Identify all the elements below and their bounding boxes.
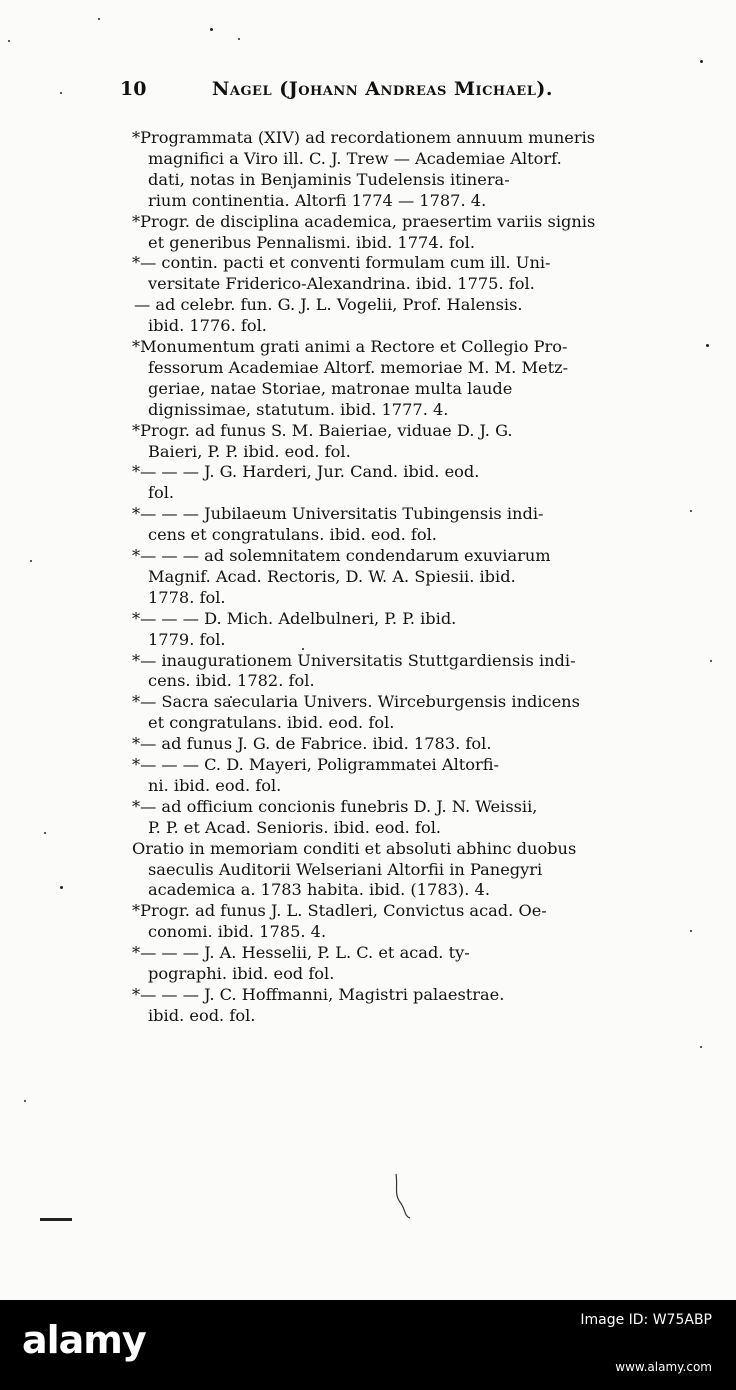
watermark-banner bbox=[0, 1300, 736, 1390]
text-line: *— — — J. G. Harderi, Jur. Cand. ibid. eod. bbox=[132, 462, 480, 482]
text-line: ni. ibid. eod. fol. bbox=[148, 775, 282, 795]
text-line: Baieri, P. P. ibid. eod. fol. bbox=[148, 441, 351, 461]
image-id-label: Image ID: W75ABP bbox=[580, 1312, 712, 1328]
text-line: et generibus Pennalismi. ibid. 1774. fol. bbox=[148, 232, 475, 252]
text-line: *— inaugurationem Universitatis Stuttgardiensis indi- bbox=[132, 650, 576, 670]
text-line: *Programmata (XIV) ad recordationem annuum muneris bbox=[132, 128, 596, 147]
text-line: geriae, natae Storiae, matronae multa laude bbox=[148, 378, 513, 398]
page-edge-mark bbox=[40, 1218, 72, 1221]
text-line: *— contin. pacti et conventi formulam cum ill. Uni- bbox=[132, 253, 551, 273]
text-line: saeculis Auditorii Welseriani Altorfii in Panegyri bbox=[148, 859, 543, 879]
text-line: dignissimae, statutum. ibid. 1777. 4. bbox=[148, 399, 449, 419]
page-number: 10 bbox=[120, 78, 147, 100]
text-line: dati, notas in Benjaminis Tudelensis itinera- bbox=[148, 169, 510, 189]
text-line: *— — — J. A. Hesselii, P. L. C. et acad. ty- bbox=[132, 943, 470, 963]
text-line: 1779. fol. bbox=[148, 629, 226, 649]
text-line: P. P. et Acad. Senioris. ibid. eod. fol. bbox=[148, 817, 442, 837]
text-line: *— ad officium concionis funebris D. J. N. Weissii, bbox=[132, 796, 538, 816]
text-line: *Monumentum grati animi a Rectore et Collegio Pro- bbox=[132, 337, 568, 356]
text-line: Oratio in memoriam conditi et absoluti abhinc duobus bbox=[132, 838, 577, 858]
text-line: ibid. 1776. fol. bbox=[148, 316, 267, 336]
text-line: *— — — C. D. Mayeri, Poligrammatei Altorfi- bbox=[132, 755, 500, 774]
text-line: *Progr. de disciplina academica, praesertim variis signis bbox=[132, 211, 596, 231]
text-line: academica a. 1783 habita. ibid. (1783). 4. bbox=[148, 880, 490, 900]
text-line: 1778. fol. bbox=[148, 587, 226, 607]
alamy-logo: alamy bbox=[22, 1318, 146, 1362]
text-line: cens. ibid. 1782. fol. bbox=[148, 671, 315, 691]
text-line: *— — — D. Mich. Adelbulneri, P. P. ibid. bbox=[132, 608, 457, 628]
text-line: *— — — ad solemnitatem condendarum exuviarum bbox=[132, 546, 551, 565]
text-line: ibid. eod. fol. bbox=[148, 1005, 256, 1025]
running-head: Nagel (Johann Andreas Michael). bbox=[212, 78, 553, 100]
text-line: *Progr. ad funus J. L. Stadleri, Convictus acad. Oe- bbox=[132, 901, 547, 921]
text-line: conomi. ibid. 1785. 4. bbox=[148, 922, 327, 942]
text-line: *— ad funus J. G. de Fabrice. ibid. 1783. fol. bbox=[132, 734, 492, 754]
text-line: fessorum Academiae Altorf. memoriae M. M. Metz- bbox=[148, 357, 569, 377]
text-line: pographi. ibid. eod fol. bbox=[148, 964, 335, 983]
site-url: www.alamy.com bbox=[615, 1360, 712, 1374]
text-line: *— — — J. C. Hoffmanni, Magistri palaestrae. bbox=[132, 984, 505, 1004]
text-line: cens et congratulans. ibid. eod. fol. bbox=[148, 525, 437, 545]
text-line: *— — — Jubilaeum Universitatis Tubingensis indi- bbox=[132, 504, 544, 524]
text-line: rium continentia. Altorfi 1774 — 1787. 4. bbox=[148, 190, 487, 210]
text-line: et congratulans. ibid. eod. fol. bbox=[148, 713, 395, 733]
ink-mark bbox=[390, 1172, 414, 1222]
text-line: *Progr. ad funus S. M. Baieriae, viduae D. J. G. bbox=[132, 420, 513, 440]
text-line: versitate Friderico-Alexandrina. ibid. 1775. fol. bbox=[148, 274, 535, 294]
text-line: magnifici a Viro ill. C. J. Trew — Academiae Altorf. bbox=[148, 148, 562, 168]
text-line: Magnif. Acad. Rectoris, D. W. A. Spiesii. ibid. bbox=[148, 566, 516, 586]
text-line: — ad celebr. fun. G. J. L. Vogelii, Prof. Halensis. bbox=[134, 295, 523, 315]
text-line: fol. bbox=[148, 483, 175, 503]
text-line: *— Sacra saecularia Univers. Wirceburgensis indicens bbox=[132, 692, 580, 712]
